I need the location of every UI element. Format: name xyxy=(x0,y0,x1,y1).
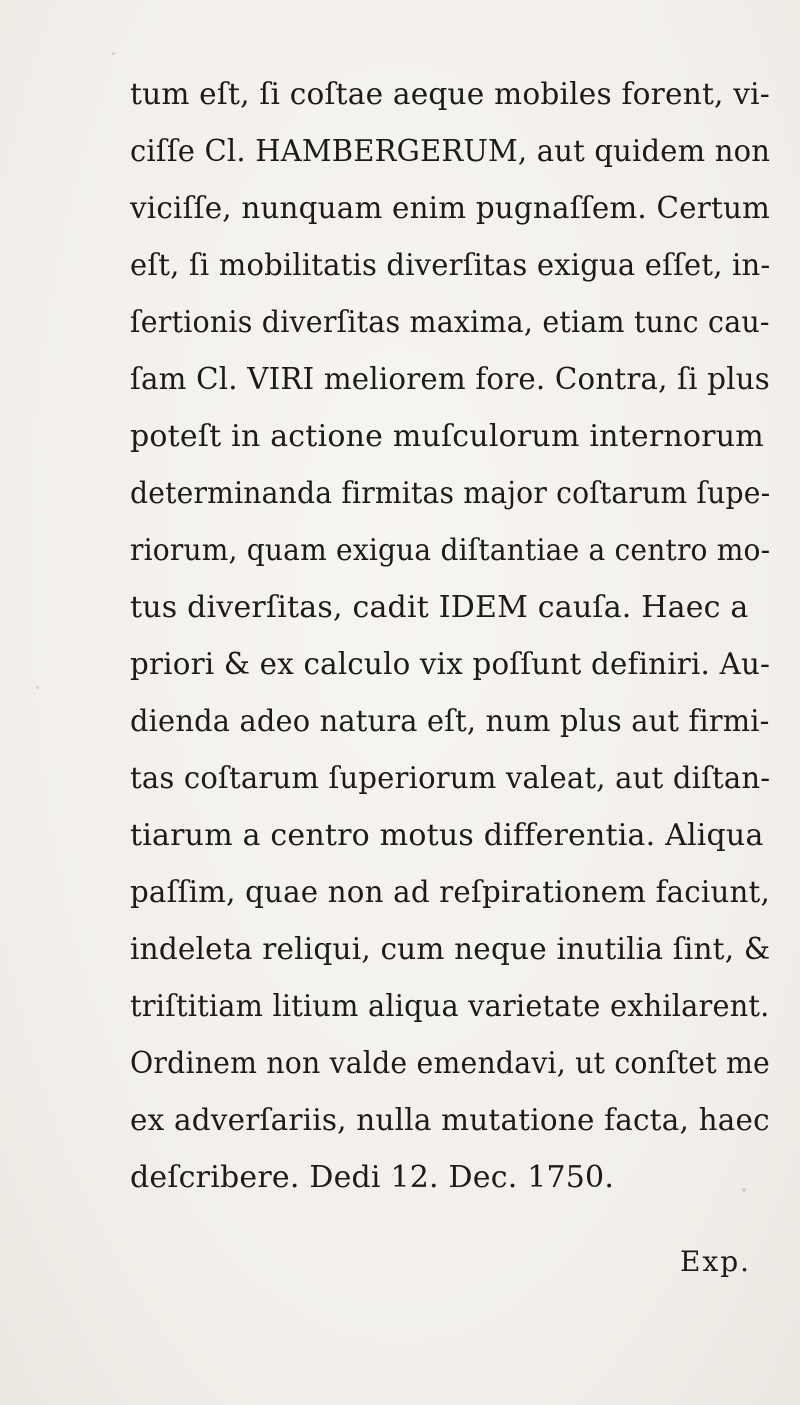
text-line: indeleta reliqui, cum neque inutilia ſint, & xyxy=(130,932,771,967)
text-line: priori & ex calculo vix poſſunt definiri. Au- xyxy=(130,647,771,682)
text-line: dienda adeo natura eſt, num plus aut firmi- xyxy=(130,704,770,739)
text-line: ex adverſariis, nulla mutatione facta, haec xyxy=(130,1103,770,1138)
text-line: tum eſt, ſi coſtae aeque mobiles forent, vi- xyxy=(130,77,770,112)
paper-speck xyxy=(742,1188,746,1192)
text-line: viciſſe, nunquam enim pugnaſſem. Certum xyxy=(130,191,771,226)
text-line: poteſt in actione muſculorum internorum xyxy=(130,419,764,454)
paper-speck xyxy=(36,686,39,689)
text-line: eſt, ſi mobilitatis diverſitas exigua eſſet, in- xyxy=(130,248,771,283)
catchword: Exp. xyxy=(680,1245,752,1278)
text-line: deſcribere. Dedi 12. Dec. 1750. xyxy=(130,1160,615,1195)
text-line: ſam Cl. VIRI meliorem fore. Contra, ſi plus xyxy=(130,362,770,397)
text-line: paſſim, quae non ad reſpirationem faciunt, xyxy=(130,875,770,910)
text-line: triſtitiam litium aliqua varietate exhilarent. xyxy=(130,989,770,1024)
text-line: tiarum a centro motus differentia. Aliqua xyxy=(130,818,764,853)
text-line: determinanda firmitas major coſtarum ſupe- xyxy=(130,476,771,511)
text-line: riorum, quam exigua diſtantiae a centro mo- xyxy=(130,533,771,568)
text-line: tus diverſitas, cadit IDEM cauſa. Haec a xyxy=(130,590,749,625)
text-line: ciſſe Cl. HAMBERGERUM, aut quidem non xyxy=(130,134,771,169)
text-line: ſertionis diverſitas maxima, etiam tunc cau- xyxy=(130,305,770,340)
text-line: Ordinem non valde emendavi, ut conſtet me xyxy=(130,1046,770,1081)
paper-speck xyxy=(112,52,115,55)
text-line: tas coſtarum ſuperiorum valeat, aut diſtan- xyxy=(130,761,771,796)
